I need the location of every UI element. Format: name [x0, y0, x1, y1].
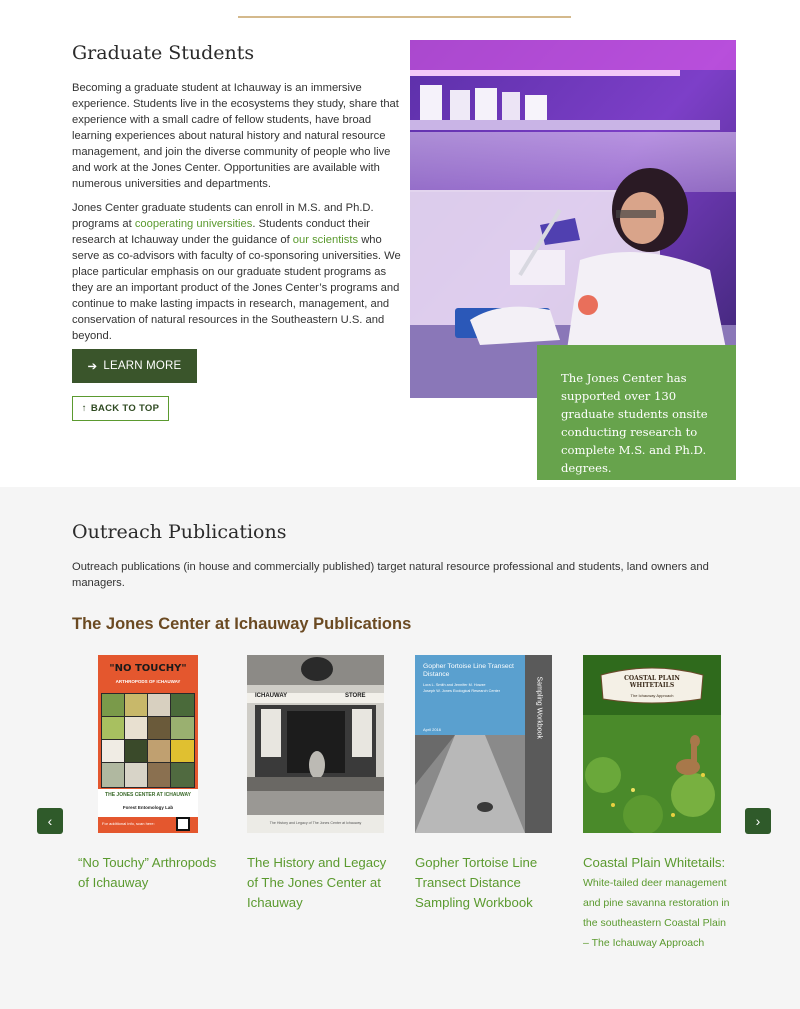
publication-title-history-legacy[interactable]: The History and Legacy of The Jones Center at Ichauway [247, 855, 387, 910]
graduate-paragraph-2-part-a: Jones Center graduate students can enroll in M.S. and Ph.D. programs at [72, 202, 374, 230]
graduate-students-text [72, 80, 402, 352]
no-touchy-cover-note: For additional info, scan here: [102, 821, 155, 826]
gopher-cover-authors: Lora L. Smith and Jennifer M. Howze [423, 683, 486, 687]
whitetails-cover-title: COASTAL PLAIN WHITETAILS [624, 675, 680, 689]
cooperating-universities-link[interactable]: cooperating universities [134, 218, 253, 230]
arrow-right-icon: ➔ [87, 361, 98, 373]
no-touchy-cover[interactable] [98, 655, 198, 833]
learn-more-label: LEARN MORE [103, 360, 182, 372]
history-cover-store: STORE [345, 693, 366, 699]
no-touchy-cover-subtitle: ARTHROPODS OF ICHAUWAY [115, 679, 181, 684]
section-divider [238, 16, 571, 18]
gopher-cover-org: Joseph W. Jones Ecological Research Center [423, 689, 501, 693]
publication-subtitle-coastal-plain-whitetails[interactable]: White-tailed deer management and pine savanna restoration in the southeastern Coastal Plain – The Ichauway Approach [583, 877, 730, 949]
coastal-plain-whitetails-cover[interactable] [583, 655, 721, 833]
outreach-heading: Outreach Publications [72, 521, 287, 543]
no-touchy-cover-authors: Forest Entomology Lab [122, 805, 174, 810]
learn-more-button[interactable] [72, 349, 197, 383]
carousel-prev-button[interactable] [37, 808, 63, 834]
graduate-paragraph-1: Becoming a graduate student at Ichauway is an immersive experience. Students live in the ecosystems they study, share that experience with a small cadre of fellow students, have broad learning experiences about natural history and natural resource management, and join the diverse community of people who live and work at the Jones Center. Opportunities are available with numerous universities and departments. [72, 82, 399, 190]
graduate-paragraph-2 [72, 200, 402, 344]
publication-title-no-touchy[interactable]: “No Touchy” Arthropods of Ichauway [78, 855, 217, 890]
outreach-description: Outreach publications (in house and commercially published) target natural resource professional and students, land owners and managers. [72, 561, 709, 589]
history-cover-sign: ICHAUWAY [255, 693, 288, 699]
gopher-tortoise-cover[interactable] [415, 655, 552, 833]
history-legacy-cover[interactable] [247, 655, 384, 833]
gopher-cover-side-title: Sampling Workbook [535, 676, 543, 740]
carousel-next-button[interactable] [745, 808, 771, 834]
publication-card [415, 655, 565, 913]
graduate-stat-callout: The Jones Center has supported over 130 graduate students onsite conducting research to complete M.S. and Ph.D. degrees. [537, 345, 736, 480]
qr-code-icon [176, 817, 190, 831]
outreach-section [0, 487, 800, 1009]
graduate-paragraph-2-part-c: who serve as co-advisors with faculty of co-sponsoring universities. We place particular emphasis on our graduate student programs as they are an important product of the Jones Center’s programs and continue to make lasting impacts in research, management, and conservation of natural resources in the Southeastern U.S. and beyond. [72, 234, 401, 342]
graduate-paragraph-2-part-b: . Students conduct their research at Ichauway under the guidance of [72, 218, 370, 246]
back-to-top-button[interactable] [72, 396, 169, 421]
publication-card [78, 655, 228, 893]
chevron-left-icon: ‹ [47, 813, 53, 829]
publication-card [583, 655, 733, 953]
publications-heading: The Jones Center at Ichauway Publications [72, 615, 412, 633]
our-scientists-link[interactable]: our scientists [292, 234, 359, 246]
publication-title-gopher-tortoise[interactable]: Gopher Tortoise Line Transect Distance Sampling Workbook [415, 855, 538, 910]
whitetails-cover-subtitle: The Ichauway Approach [630, 693, 674, 698]
gopher-cover-date: April 2016 [423, 727, 442, 732]
publication-title-coastal-plain-whitetails[interactable]: Coastal Plain Whitetails: [583, 855, 726, 870]
arrow-up-icon: ↑ [81, 403, 87, 414]
gopher-cover-title: Gopher Tortoise Line Transect Distance [423, 663, 514, 678]
graduate-students-heading: Graduate Students [72, 42, 255, 64]
history-cover-caption: The History and Legacy of The Jones Center at Ichauway [269, 821, 362, 825]
no-touchy-cover-brand: THE JONES CENTER AT ICHAUWAY [105, 792, 191, 798]
no-touchy-cover-title: "NO TOUCHY" [109, 663, 187, 674]
back-to-top-label: BACK TO TOP [90, 403, 160, 414]
chevron-right-icon: › [755, 813, 761, 829]
publication-card [247, 655, 397, 913]
